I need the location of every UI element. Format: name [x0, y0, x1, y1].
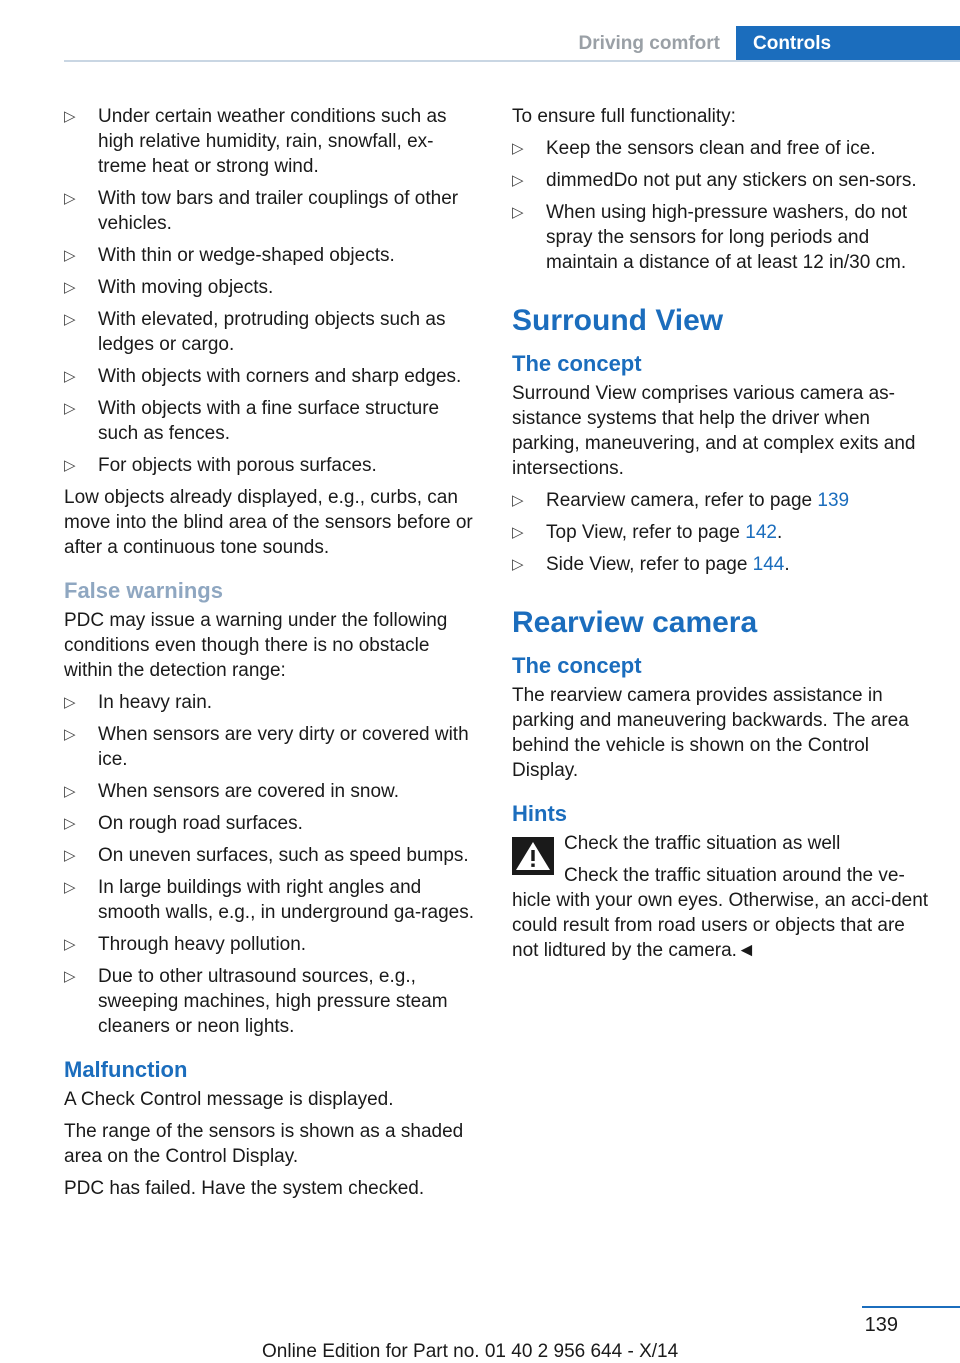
hints-heading: Hints	[512, 801, 567, 826]
warning-title: Check the traffic situation as well	[564, 833, 841, 854]
right-column	[512, 104, 932, 970]
triangle-bullet-icon: ▷	[64, 457, 76, 474]
list-item: ▷ Keep the sensors clean and free of ice.	[512, 138, 876, 159]
triangle-bullet-icon: ▷	[64, 400, 76, 417]
triangle-bullet-icon: ▷	[512, 204, 524, 221]
page-link-139[interactable]: 139	[817, 490, 850, 511]
list-item: ▷ With objects with corners and sharp edges.	[64, 366, 462, 387]
rearview-concept-heading: The concept	[512, 653, 642, 678]
list-item: ▷ In heavy rain.	[64, 692, 213, 713]
list-item: ▷ Rearview camera, refer to page 139	[512, 490, 850, 511]
triangle-bullet-icon: ▷	[512, 524, 524, 541]
list-item: ▷ In large buildings with right angles and smooth walls, e.g., in underground ga-rages.	[64, 877, 474, 923]
false-warnings-heading: False warnings	[64, 578, 223, 603]
list-item: ▷ With thin or wedge-shaped objects.	[64, 245, 395, 266]
triangle-bullet-icon: ▷	[64, 190, 76, 207]
list-item: ▷ For objects with porous surfaces.	[64, 455, 377, 476]
malfunction-p3: PDC has failed. Have the system checked.	[64, 1178, 425, 1199]
rearview-concept-text: The rearview camera provides assistance in parking and maneuvering backwards. The area behind the vehicle is shown on the Control Display.	[512, 685, 909, 781]
list-item: ▷ Due to other ultrasound sources, e.g., sweeping machines, high pressure steam cleaners or neon lights.	[64, 966, 448, 1037]
list-item: ▷ Under certain weather conditions such as high relative humidity, rain, snowfall, ex-treme heat or strong wind.	[64, 106, 447, 177]
triangle-bullet-icon: ▷	[64, 936, 76, 953]
triangle-bullet-icon: ▷	[64, 311, 76, 328]
surround-concept-heading: The concept	[512, 351, 642, 376]
triangle-bullet-icon: ▷	[64, 279, 76, 296]
warning-triangle-icon	[512, 837, 554, 875]
warning-body: Check the traffic situation around the ve-hicle with your own eyes. Otherwise, an acci-dent could result from road users or objects that are not lidtured by the camera.◄	[512, 865, 929, 961]
list-item: ▷ With moving objects.	[64, 277, 274, 298]
malfunction-heading: Malfunction	[64, 1057, 188, 1082]
triangle-bullet-icon: ▷	[64, 968, 76, 985]
triangle-bullet-icon: ▷	[512, 492, 524, 509]
list-item: ▷ With tow bars and trailer couplings of other vehicles.	[64, 188, 459, 234]
warning-block	[512, 831, 932, 963]
triangle-bullet-icon: ▷	[64, 726, 76, 743]
triangle-bullet-icon: ▷	[512, 556, 524, 573]
triangle-bullet-icon: ▷	[64, 694, 76, 711]
header-divider	[64, 60, 960, 62]
list-item: ▷ On uneven surfaces, such as speed bumps.	[64, 845, 469, 866]
low-objects-paragraph: Low objects already displayed, e.g., curbs, can move into the blind area of the sensors before or after a continuous tone sounds.	[64, 487, 473, 558]
surround-links-list	[512, 488, 932, 577]
functionality-intro: To ensure full functionality:	[512, 106, 736, 127]
triangle-bullet-icon: ▷	[64, 847, 76, 864]
rearview-camera-heading: Rearview camera	[512, 606, 758, 639]
page-link-142[interactable]: 142	[745, 522, 777, 543]
conditions-list	[64, 104, 482, 478]
list-item: ▷ Side View, refer to page 144.	[512, 554, 790, 575]
list-item: ▷ Through heavy pollution.	[64, 934, 307, 955]
list-item: ▷ On rough road surfaces.	[64, 813, 303, 834]
malfunction-p1: A Check Control message is displayed.	[64, 1089, 394, 1110]
list-item: ▷ When using high-pressure washers, do not spray the sensors for long periods and maintain a distance of at least 12 in/30 cm.	[512, 202, 908, 273]
malfunction-p2: The range of the sensors is shown as a shaded area on the Control Display.	[64, 1121, 464, 1167]
triangle-bullet-icon: ▷	[512, 172, 524, 189]
list-item: ▷ With objects with a fine surface structure such as fences.	[64, 398, 440, 444]
triangle-bullet-icon: ▷	[64, 879, 76, 896]
list-item: ▷ When sensors are very dirty or covered with ice.	[64, 724, 469, 770]
list-item: ▷ With elevated, protruding objects such as ledges or cargo.	[64, 309, 446, 355]
functionality-list	[512, 136, 932, 275]
triangle-bullet-icon: ▷	[64, 247, 76, 264]
surround-view-heading: Surround View	[512, 304, 724, 337]
list-item: ▷ dimmedDo not put any stickers on sen-sors.	[512, 170, 917, 191]
left-column	[64, 104, 482, 1208]
triangle-bullet-icon: ▷	[64, 368, 76, 385]
footer-divider	[862, 1306, 960, 1308]
page-number: 139	[864, 1314, 898, 1336]
triangle-bullet-icon: ▷	[64, 815, 76, 832]
false-warnings-intro: PDC may issue a warning under the following conditions even though there is no obstacle within the detection range:	[64, 610, 448, 681]
triangle-bullet-icon: ▷	[512, 140, 524, 157]
triangle-bullet-icon: ▷	[64, 108, 76, 125]
edition-footer: Online Edition for Part no. 01 40 2 956 644 - X/14	[262, 1341, 679, 1362]
list-item: ▷ Top View, refer to page 142.	[512, 522, 783, 543]
triangle-bullet-icon: ▷	[64, 783, 76, 800]
page-link-144[interactable]: 144	[752, 554, 785, 575]
header-chapter-tab: Controls	[736, 26, 960, 62]
header-section-title: Driving comfort	[578, 33, 720, 54]
list-item: ▷ When sensors are covered in snow.	[64, 781, 399, 802]
surround-concept-text: Surround View comprises various camera as-sistance systems that help the driver when parking, maneuvering, and at complex exits and intersections.	[512, 383, 916, 479]
false-warnings-list	[64, 690, 482, 1039]
